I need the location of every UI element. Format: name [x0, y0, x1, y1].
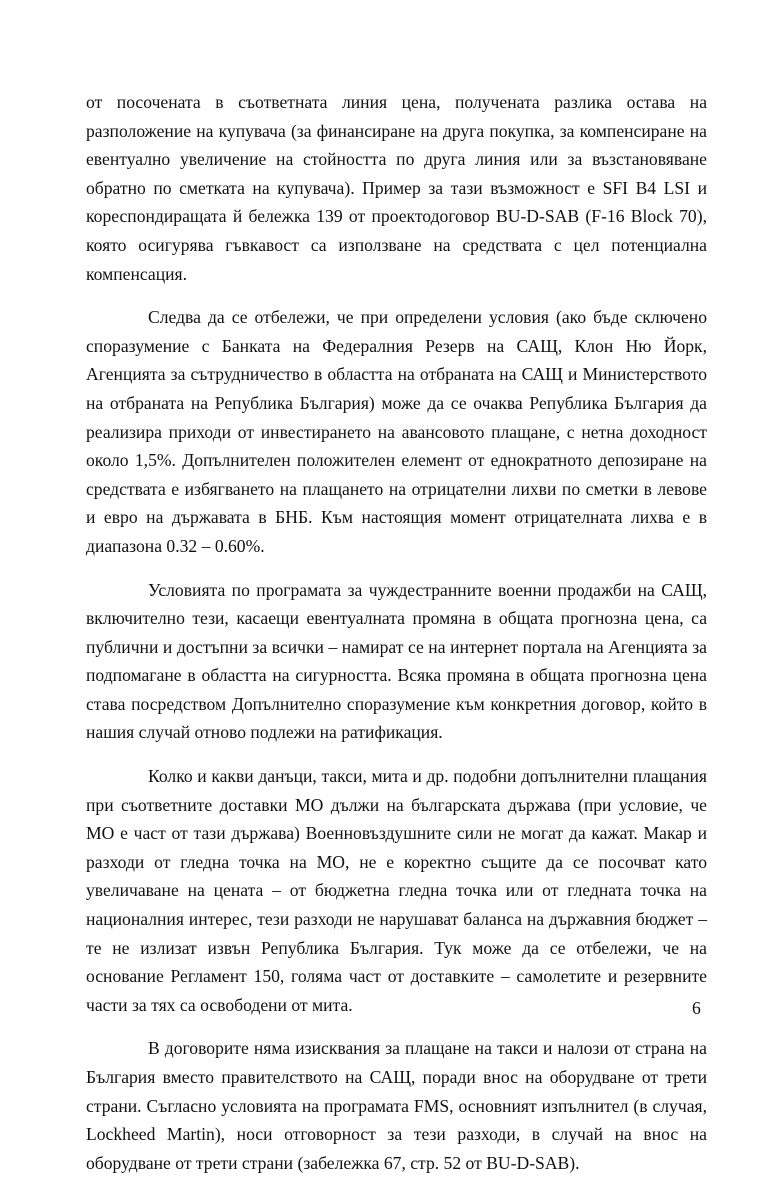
paragraph-price-difference: от посочената в съответната линия цена, получената разлика остава на разположение на купувача (за финансиране на друга покупка, за компенсиране на евентуално увеличение на стойността по друга линия или за възстановяване обратно по сметката на купувача). Пример за тази възможност е SFI B4 LSI и кореспондиращата й бележка 139 от проектодоговор BU-D-SAB (F-16 Block 70), която осигурява гъвкавост са използване на средствата с цел потенциална компенсация. — [86, 92, 707, 284]
paragraph-investment-income: Следва да се отбележи, че при определени условия (ако бъде сключено споразумение с Банката на Федералния Резерв на САЩ, Клон Ню Йорк, Агенцията за сътрудничество в областта на отбраната на САЩ и Министерството на отбраната на Република България) може да се очаква Република България да реализира приходи от инвестирането на авансовото плащане, с нетна доходност около 1,5%. Допълнителен положителен елемент от еднократното депозиране на средствата е избягването на плащането на отрицателни лихви по сметки в левове и евро на държавата в БНБ. Към настоящия момент отрицателната лихва е в диапазона 0.32 – 0.60%. — [86, 307, 707, 556]
document-page — [86, 88, 707, 1192]
page-number: 6 — [692, 998, 701, 1018]
paragraph-taxes-duties: Колко и какви данъци, такси, мита и др. подобни допълнителни плащания при съответните доставки МО дължи на българската държава (при условие, че МО е част от тази държава) Военновъздушните сили не могат да кажат. Макар и разходи от гледна точка на МО, не е коректно същите да се посочват като увеличаване на цената – от бюджетна гледна точка или от гледната точка на националния интерес, тези разходи не нарушават баланса на държавния бюджет – те не излизат извън Република България. Тук може да се отбележи, че на основание Регламент 150, голяма част от доставките – самолетите и резервните части за тях са освободени от мита. — [86, 766, 707, 1015]
paragraph-fms-conditions: Условията по програмата за чуждестранните военни продажби на САЩ, включително тези, касаещи евентуалната промяна в общата прогнозна цена, са публични и достъпни за всички – намират се на интернет портала на Агенцията за подпомагане в областта на сигурността. Всяка промяна в общата прогнозна цена става посредством Допълнително споразумение към конкретния договор, който в нашия случай отново подлежи на ратификация. — [86, 579, 707, 743]
paragraph-third-party-imports: В договорите няма изисквания за плащане на такси и налози от страна на България вместо правителството на САЩ, поради внос на оборудване от трети страни. Съгласно условията на програмата FMS, основният изпълнител (в случая, Lockheed Martin), носи отговорност за тези разходи, в случай на внос на оборудване от трети страни (забележка 67, стр. 52 от BU-D-SAB). — [86, 1038, 707, 1173]
